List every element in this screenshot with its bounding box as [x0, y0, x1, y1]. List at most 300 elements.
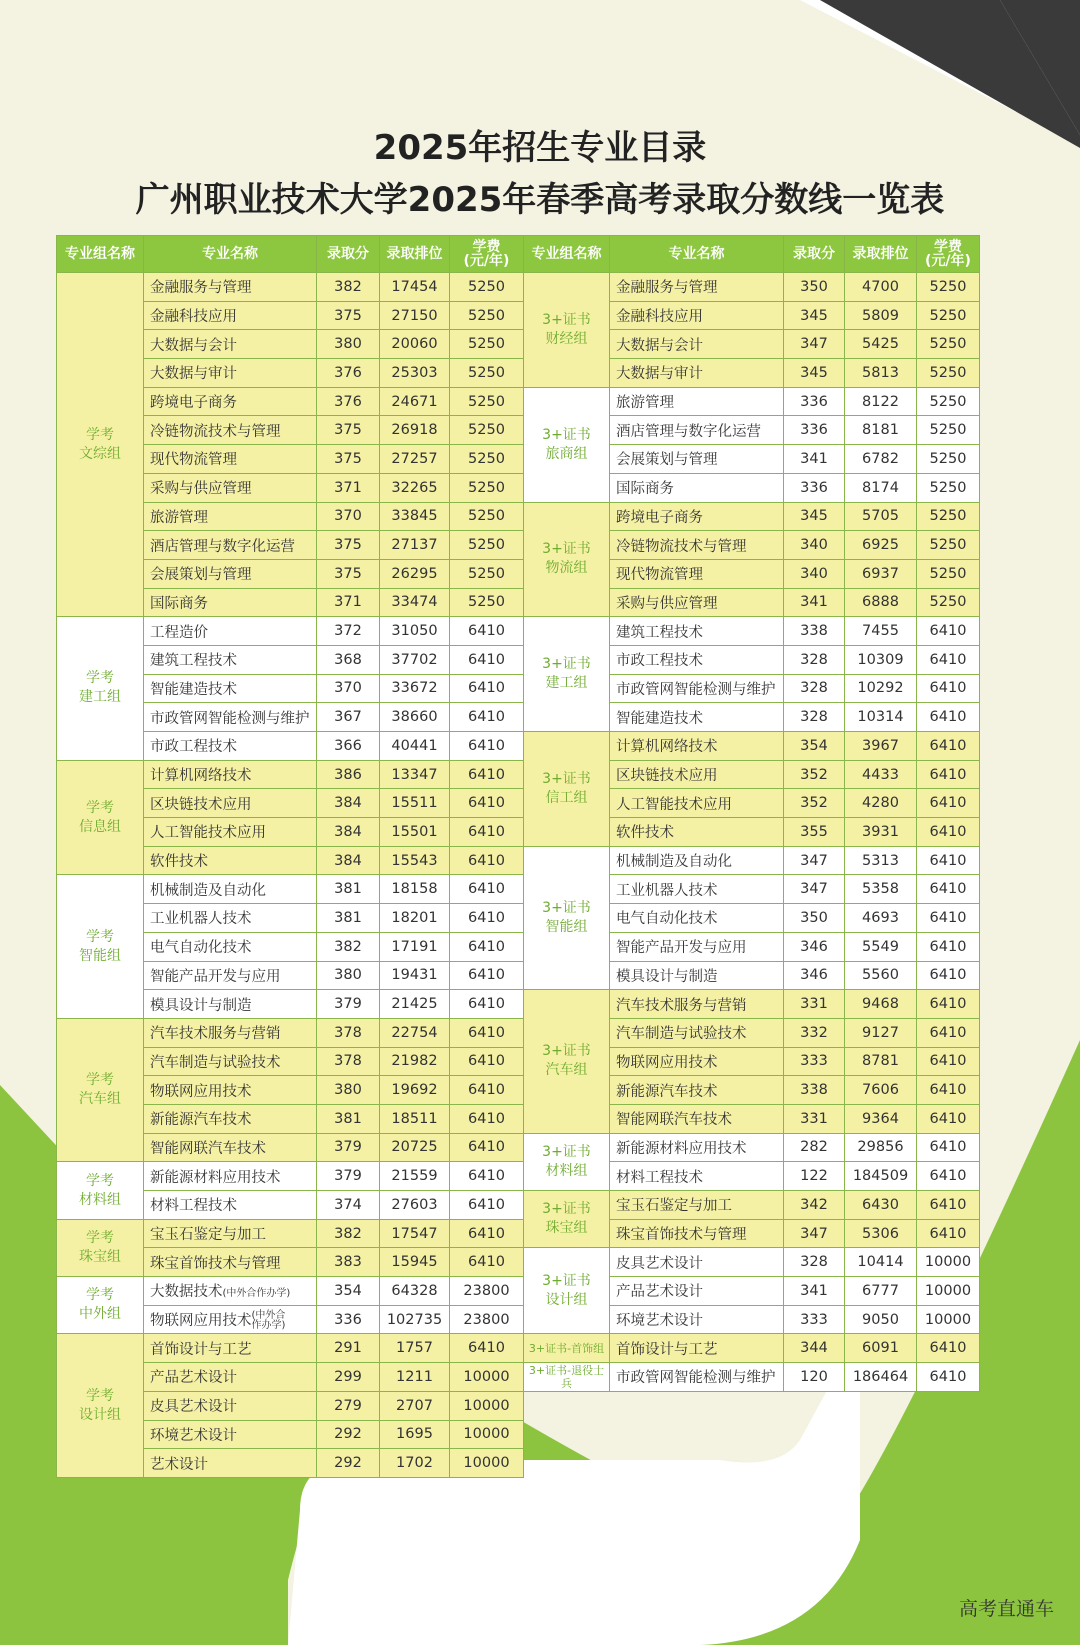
group-name-cell: 3+证书 物流组	[524, 502, 610, 617]
table-row	[57, 875, 524, 904]
score-cell: 371	[317, 588, 380, 617]
major-name-cell: 金融科技应用	[144, 301, 317, 330]
rank-cell: 8781	[845, 1047, 917, 1076]
score-cell: 352	[784, 789, 845, 818]
major-name-cell: 跨境电子商务	[610, 502, 784, 531]
major-name-cell: 区块链技术应用	[144, 789, 317, 818]
rank-cell: 15945	[380, 1248, 450, 1277]
rank-cell: 5705	[845, 502, 917, 531]
rank-cell: 3931	[845, 818, 917, 847]
score-cell: 279	[317, 1391, 380, 1420]
rank-cell: 184509	[845, 1162, 917, 1191]
tuition-cell: 5250	[450, 559, 524, 588]
rank-cell: 15501	[380, 818, 450, 847]
score-cell: 384	[317, 789, 380, 818]
rank-cell: 10309	[845, 645, 917, 674]
score-cell: 350	[784, 904, 845, 933]
tuition-cell: 5250	[450, 301, 524, 330]
major-name-cell: 大数据与会计	[610, 330, 784, 359]
rank-cell: 1757	[380, 1334, 450, 1363]
major-name-cell: 采购与供应管理	[144, 473, 317, 502]
major-name-cell: 皮具艺术设计	[144, 1391, 317, 1420]
rank-cell: 6782	[845, 445, 917, 474]
tuition-cell: 5250	[917, 416, 980, 445]
tuition-cell: 10000	[917, 1248, 980, 1277]
tuition-cell: 6410	[450, 875, 524, 904]
major-name-cell: 材料工程技术	[610, 1162, 784, 1191]
major-name-cell: 物联网应用技术(中外合 作办学)	[144, 1305, 317, 1334]
score-cell: 378	[317, 1018, 380, 1047]
score-cell: 338	[784, 617, 845, 646]
rank-cell: 6937	[845, 559, 917, 588]
tuition-cell: 5250	[450, 588, 524, 617]
tuition-cell: 23800	[450, 1277, 524, 1306]
group-name-cell: 3+证书 建工组	[524, 617, 610, 732]
score-cell: 328	[784, 645, 845, 674]
table-row	[524, 1248, 980, 1277]
rank-cell: 5809	[845, 301, 917, 330]
rank-cell: 18158	[380, 875, 450, 904]
major-name-cell: 机械制造及自动化	[610, 846, 784, 875]
rank-cell: 29856	[845, 1133, 917, 1162]
score-cell: 341	[784, 445, 845, 474]
column-header: 专业名称	[144, 236, 317, 273]
score-cell: 347	[784, 1219, 845, 1248]
major-name-cell: 建筑工程技术	[144, 645, 317, 674]
table-row	[524, 1133, 980, 1162]
tuition-cell: 5250	[917, 559, 980, 588]
tuition-cell: 5250	[917, 301, 980, 330]
group-name-cell: 3+证书 材料组	[524, 1133, 610, 1190]
rank-cell: 32265	[380, 473, 450, 502]
major-name-cell: 新能源汽车技术	[144, 1104, 317, 1133]
score-cell: 375	[317, 301, 380, 330]
tuition-cell: 6410	[450, 760, 524, 789]
major-name-cell: 软件技术	[144, 846, 317, 875]
score-cell: 380	[317, 330, 380, 359]
tuition-cell: 6410	[450, 990, 524, 1019]
major-name-cell: 汽车制造与试验技术	[144, 1047, 317, 1076]
tuition-cell: 6410	[917, 1363, 980, 1392]
rank-cell: 33845	[380, 502, 450, 531]
rank-cell: 31050	[380, 617, 450, 646]
score-cell: 375	[317, 559, 380, 588]
major-name-cell: 市政管网智能检测与维护	[610, 1363, 784, 1392]
group-name-cell: 3+证书 智能组	[524, 846, 610, 989]
score-cell: 336	[784, 387, 845, 416]
major-name-cell: 机械制造及自动化	[144, 875, 317, 904]
rank-cell: 8174	[845, 473, 917, 502]
rank-cell: 19692	[380, 1076, 450, 1105]
rank-cell: 5313	[845, 846, 917, 875]
tuition-cell: 5250	[917, 588, 980, 617]
rank-cell: 10292	[845, 674, 917, 703]
score-cell: 333	[784, 1305, 845, 1334]
major-name-cell: 新能源汽车技术	[610, 1076, 784, 1105]
rank-cell: 15543	[380, 846, 450, 875]
rank-cell: 8181	[845, 416, 917, 445]
tuition-cell: 5250	[917, 473, 980, 502]
tuition-cell: 6410	[917, 674, 980, 703]
major-name-cell: 模具设计与制造	[610, 961, 784, 990]
rank-cell: 37702	[380, 645, 450, 674]
rank-cell: 9364	[845, 1104, 917, 1133]
score-cell: 328	[784, 674, 845, 703]
major-name-cell: 产品艺术设计	[144, 1363, 317, 1392]
rank-cell: 33474	[380, 588, 450, 617]
group-name-cell: 学考 建工组	[57, 617, 144, 760]
rank-cell: 24671	[380, 387, 450, 416]
score-cell: 379	[317, 1162, 380, 1191]
major-name-cell: 电气自动化技术	[144, 932, 317, 961]
program-note: (中外合 作办学)	[251, 1309, 286, 1331]
rank-cell: 5560	[845, 961, 917, 990]
group-name-cell: 学考 汽车组	[57, 1018, 144, 1161]
rank-cell: 19431	[380, 961, 450, 990]
tuition-cell: 10000	[450, 1363, 524, 1392]
major-name-cell: 环境艺术设计	[610, 1305, 784, 1334]
tuition-cell: 6410	[450, 617, 524, 646]
tuition-cell: 6410	[917, 1334, 980, 1363]
rank-cell: 7606	[845, 1076, 917, 1105]
score-cell: 375	[317, 445, 380, 474]
score-cell: 374	[317, 1191, 380, 1220]
tuition-cell: 5250	[450, 445, 524, 474]
rank-cell: 6925	[845, 531, 917, 560]
major-name-cell: 会展策划与管理	[144, 559, 317, 588]
major-name-cell: 汽车技术服务与营销	[610, 990, 784, 1019]
table-row	[57, 273, 524, 302]
score-cell: 375	[317, 416, 380, 445]
score-cell: 336	[317, 1305, 380, 1334]
major-name-cell: 产品艺术设计	[610, 1277, 784, 1306]
table-row	[524, 846, 980, 875]
rank-cell: 40441	[380, 732, 450, 761]
column-header: 录取分	[784, 236, 845, 273]
tuition-cell: 6410	[917, 990, 980, 1019]
tuition-cell: 6410	[450, 1219, 524, 1248]
major-name-cell: 艺术设计	[144, 1449, 317, 1478]
tuition-cell: 5250	[917, 531, 980, 560]
rank-cell: 21559	[380, 1162, 450, 1191]
tuition-cell: 6410	[450, 1248, 524, 1277]
rank-cell: 38660	[380, 703, 450, 732]
column-header: 专业名称	[610, 236, 784, 273]
score-cell: 292	[317, 1420, 380, 1449]
major-name-cell: 新能源材料应用技术	[144, 1162, 317, 1191]
score-cell: 338	[784, 1076, 845, 1105]
major-name-cell: 建筑工程技术	[610, 617, 784, 646]
tuition-cell: 10000	[450, 1420, 524, 1449]
major-name-cell: 金融服务与管理	[144, 273, 317, 302]
rank-cell: 27603	[380, 1191, 450, 1220]
major-name-cell: 新能源材料应用技术	[610, 1133, 784, 1162]
score-cell: 382	[317, 932, 380, 961]
watermark-text: 高考直通车	[958, 1598, 1054, 1620]
score-cell: 367	[317, 703, 380, 732]
tuition-cell: 6410	[917, 645, 980, 674]
right-score-table	[523, 235, 980, 1392]
tuition-cell: 6410	[917, 1133, 980, 1162]
program-note: (中外合作办学)	[222, 1288, 291, 1300]
tuition-cell: 6410	[917, 617, 980, 646]
score-cell: 386	[317, 760, 380, 789]
major-name-cell: 智能产品开发与应用	[144, 961, 317, 990]
score-cell: 346	[784, 961, 845, 990]
tuition-cell: 5250	[450, 473, 524, 502]
rank-cell: 18511	[380, 1104, 450, 1133]
table-row	[57, 1018, 524, 1047]
score-cell: 342	[784, 1191, 845, 1220]
tuition-cell: 6410	[450, 818, 524, 847]
score-cell: 380	[317, 1076, 380, 1105]
tuition-cell: 6410	[450, 703, 524, 732]
tuition-cell: 6410	[917, 1191, 980, 1220]
major-name-cell: 跨境电子商务	[144, 387, 317, 416]
rank-cell: 6777	[845, 1277, 917, 1306]
tuition-cell: 6410	[450, 846, 524, 875]
score-cell: 299	[317, 1363, 380, 1392]
table-row	[57, 1334, 524, 1363]
rank-cell: 6888	[845, 588, 917, 617]
major-name-cell: 计算机网络技术	[610, 732, 784, 761]
major-name-cell: 市政工程技术	[144, 732, 317, 761]
column-header: 录取排位	[380, 236, 450, 273]
score-cell: 370	[317, 674, 380, 703]
rank-cell: 7455	[845, 617, 917, 646]
table-row	[524, 1334, 980, 1363]
rank-cell: 4280	[845, 789, 917, 818]
score-cell: 333	[784, 1047, 845, 1076]
major-name-cell: 人工智能技术应用	[144, 818, 317, 847]
rank-cell: 4700	[845, 273, 917, 302]
tuition-cell: 10000	[917, 1305, 980, 1334]
major-name-cell: 冷链物流技术与管理	[610, 531, 784, 560]
tuition-cell: 5250	[917, 502, 980, 531]
score-cell: 378	[317, 1047, 380, 1076]
score-cell: 331	[784, 1104, 845, 1133]
major-name-cell: 采购与供应管理	[610, 588, 784, 617]
group-name-cell: 学考 设计组	[57, 1334, 144, 1477]
rank-cell: 8122	[845, 387, 917, 416]
tuition-cell: 6410	[917, 1104, 980, 1133]
major-name-cell: 市政管网智能检测与维护	[144, 703, 317, 732]
group-name-cell: 3+证书-首饰组	[524, 1334, 610, 1363]
tuition-cell: 5250	[450, 502, 524, 531]
tuition-cell: 6410	[917, 875, 980, 904]
table-row	[57, 1219, 524, 1248]
major-name-cell: 市政管网智能检测与维护	[610, 674, 784, 703]
score-cell: 332	[784, 1018, 845, 1047]
rank-cell: 5358	[845, 875, 917, 904]
tuition-cell: 5250	[917, 330, 980, 359]
rank-cell: 4693	[845, 904, 917, 933]
rank-cell: 26918	[380, 416, 450, 445]
score-cell: 282	[784, 1133, 845, 1162]
major-name-cell: 区块链技术应用	[610, 760, 784, 789]
major-name-cell: 首饰设计与工艺	[610, 1334, 784, 1363]
score-cell: 345	[784, 301, 845, 330]
rank-cell: 5425	[845, 330, 917, 359]
score-cell: 376	[317, 387, 380, 416]
major-name-cell: 现代物流管理	[610, 559, 784, 588]
rank-cell: 17191	[380, 932, 450, 961]
tuition-cell: 5250	[917, 273, 980, 302]
rank-cell: 26295	[380, 559, 450, 588]
major-name-cell: 材料工程技术	[144, 1191, 317, 1220]
rank-cell: 64328	[380, 1277, 450, 1306]
major-name-cell: 大数据技术(中外合作办学)	[144, 1277, 317, 1306]
tuition-cell: 6410	[917, 1219, 980, 1248]
score-cell: 346	[784, 932, 845, 961]
score-cell: 345	[784, 359, 845, 388]
rank-cell: 9050	[845, 1305, 917, 1334]
major-name-cell: 软件技术	[610, 818, 784, 847]
major-name-cell: 计算机网络技术	[144, 760, 317, 789]
score-cell: 384	[317, 818, 380, 847]
major-name-cell: 智能建造技术	[144, 674, 317, 703]
score-cell: 341	[784, 1277, 845, 1306]
major-name-cell: 汽车技术服务与营销	[144, 1018, 317, 1047]
rank-cell: 25303	[380, 359, 450, 388]
major-name-cell: 工业机器人技术	[144, 904, 317, 933]
score-cell: 354	[317, 1277, 380, 1306]
rank-cell: 5813	[845, 359, 917, 388]
score-cell: 340	[784, 531, 845, 560]
major-name-cell: 智能网联汽车技术	[610, 1104, 784, 1133]
score-cell: 382	[317, 273, 380, 302]
rank-cell: 10314	[845, 703, 917, 732]
rank-cell: 4433	[845, 760, 917, 789]
score-cell: 355	[784, 818, 845, 847]
rank-cell: 17547	[380, 1219, 450, 1248]
tuition-cell: 6410	[917, 904, 980, 933]
tuition-cell: 6410	[917, 703, 980, 732]
tuition-cell: 6410	[917, 732, 980, 761]
tuition-cell: 6410	[450, 1133, 524, 1162]
tuition-cell: 6410	[450, 1047, 524, 1076]
major-name-cell: 宝玉石鉴定与加工	[610, 1191, 784, 1220]
major-name-cell: 会展策划与管理	[610, 445, 784, 474]
major-name-cell: 市政工程技术	[610, 645, 784, 674]
rank-cell: 15511	[380, 789, 450, 818]
major-name-cell: 环境艺术设计	[144, 1420, 317, 1449]
tuition-cell: 6410	[917, 932, 980, 961]
major-name-cell: 物联网应用技术	[144, 1076, 317, 1105]
score-cell: 347	[784, 875, 845, 904]
tuition-cell: 6410	[917, 961, 980, 990]
rank-cell: 20060	[380, 330, 450, 359]
major-name-cell: 旅游管理	[610, 387, 784, 416]
score-cell: 344	[784, 1334, 845, 1363]
page-title: 2025年招生专业目录	[373, 128, 707, 168]
tuition-cell: 5250	[450, 330, 524, 359]
rank-cell: 1695	[380, 1420, 450, 1449]
column-header: 学费 (元/年)	[450, 236, 524, 273]
rank-cell: 21982	[380, 1047, 450, 1076]
score-cell: 345	[784, 502, 845, 531]
major-name-cell: 宝玉石鉴定与加工	[144, 1219, 317, 1248]
group-name-cell: 3+证书-退役士兵	[524, 1363, 610, 1392]
tuition-cell: 5250	[917, 445, 980, 474]
major-name-cell: 大数据与会计	[144, 330, 317, 359]
rank-cell: 5306	[845, 1219, 917, 1248]
table-row	[57, 1162, 524, 1191]
table-row	[57, 617, 524, 646]
table-row	[524, 1363, 980, 1392]
column-header: 录取排位	[845, 236, 917, 273]
tuition-cell: 5250	[917, 387, 980, 416]
score-cell: 328	[784, 703, 845, 732]
score-cell: 375	[317, 531, 380, 560]
rank-cell: 186464	[845, 1363, 917, 1392]
rank-cell: 27137	[380, 531, 450, 560]
rank-cell: 33672	[380, 674, 450, 703]
tuition-cell: 5250	[450, 416, 524, 445]
score-cell: 379	[317, 990, 380, 1019]
score-cell: 328	[784, 1248, 845, 1277]
column-header: 专业组名称	[57, 236, 144, 273]
score-cell: 347	[784, 330, 845, 359]
table-header-row	[524, 236, 980, 273]
tuition-cell: 6410	[450, 961, 524, 990]
group-name-cell: 学考 材料组	[57, 1162, 144, 1219]
score-cell: 381	[317, 875, 380, 904]
rank-cell: 17454	[380, 273, 450, 302]
score-cell: 381	[317, 1104, 380, 1133]
score-cell: 341	[784, 588, 845, 617]
group-name-cell: 3+证书 财经组	[524, 273, 610, 388]
score-cell: 291	[317, 1334, 380, 1363]
score-cell: 384	[317, 846, 380, 875]
column-header: 录取分	[317, 236, 380, 273]
group-name-cell: 3+证书 旅商组	[524, 387, 610, 502]
tuition-cell: 23800	[450, 1305, 524, 1334]
group-name-cell: 3+证书 珠宝组	[524, 1191, 610, 1248]
score-cell: 368	[317, 645, 380, 674]
score-cell: 380	[317, 961, 380, 990]
column-header: 专业组名称	[524, 236, 610, 273]
rank-cell: 18201	[380, 904, 450, 933]
major-name-cell: 国际商务	[144, 588, 317, 617]
table-row	[524, 617, 980, 646]
table-row	[524, 387, 980, 416]
score-cell: 122	[784, 1162, 845, 1191]
tuition-cell: 6410	[450, 932, 524, 961]
tuition-cell: 6410	[917, 1018, 980, 1047]
tuition-cell: 6410	[450, 1162, 524, 1191]
rank-cell: 9127	[845, 1018, 917, 1047]
group-name-cell: 学考 信息组	[57, 760, 144, 875]
rank-cell: 6430	[845, 1191, 917, 1220]
tuition-cell: 6410	[450, 1018, 524, 1047]
score-cell: 366	[317, 732, 380, 761]
major-name-cell: 智能建造技术	[610, 703, 784, 732]
tuition-cell: 6410	[450, 732, 524, 761]
major-name-cell: 金融科技应用	[610, 301, 784, 330]
major-name-cell: 物联网应用技术	[610, 1047, 784, 1076]
tuition-cell: 6410	[917, 818, 980, 847]
rank-cell: 13347	[380, 760, 450, 789]
major-name-cell: 智能产品开发与应用	[610, 932, 784, 961]
table-row	[524, 502, 980, 531]
major-name-cell: 皮具艺术设计	[610, 1248, 784, 1277]
rank-cell: 2707	[380, 1391, 450, 1420]
left-score-table	[56, 235, 524, 1478]
major-name-cell: 模具设计与制造	[144, 990, 317, 1019]
tuition-cell: 10000	[450, 1391, 524, 1420]
score-cell: 292	[317, 1449, 380, 1478]
